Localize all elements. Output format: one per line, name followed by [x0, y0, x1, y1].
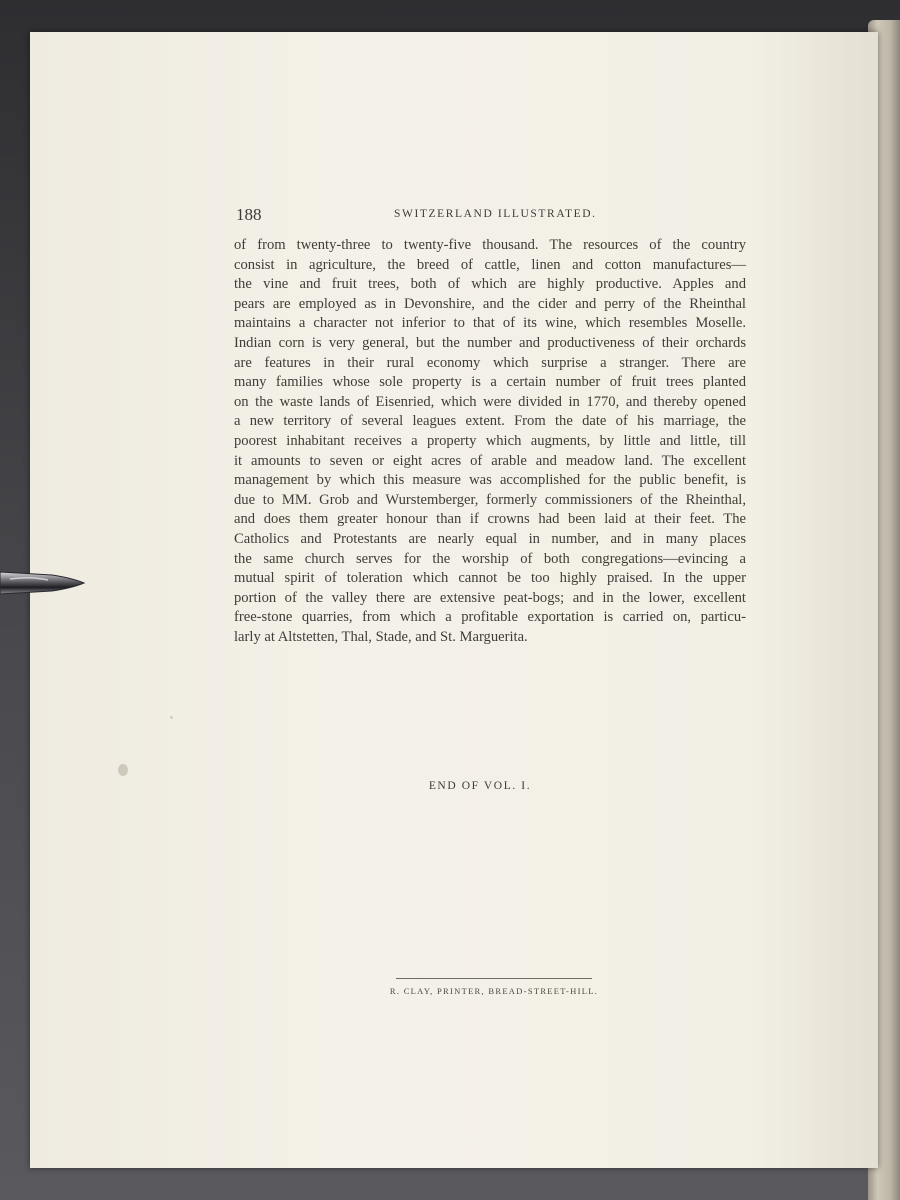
- text-line: free-stone quarries, from which a profitable exportation is carried on, particu-: [234, 609, 746, 626]
- end-of-volume-note: END OF VOL. I.: [428, 780, 532, 792]
- text-line: mutual spirit of toleration which cannot be too highly praised. In the upper: [234, 570, 746, 587]
- text-line: due to MM. Grob and Wurstemberger, formerly commissioners of the Rheinthal,: [234, 491, 746, 508]
- text-line: and does them greater honour than if crowns had been laid at their feet. The: [234, 511, 746, 528]
- text-line: a new territory of several leagues extent. From the date of his marriage, the: [234, 413, 746, 430]
- text-line: many families whose sole property is a certain number of fruit trees planted: [234, 374, 746, 391]
- paper-speck: [118, 764, 128, 776]
- text-line: maintains a character not inferior to that of its wine, which resembles Moselle.: [234, 315, 746, 332]
- page-number: 188: [236, 205, 262, 224]
- text-line: larly at Altstetten, Thal, Stade, and St. Marguerita.: [234, 628, 528, 645]
- text-line: portion of the valley there are extensive peat-bogs; and in the lower, excellent: [234, 589, 746, 606]
- printer-imprint: R. CLAY, PRINTER, BREAD-STREET-HILL.: [389, 986, 599, 996]
- text-line: management by which this measure was accomplished for the public benefit, is: [234, 472, 746, 489]
- text-line: of from twenty-three to twenty-five thousand. The resources of the country: [234, 237, 746, 253]
- running-title: SWITZERLAND ILLUSTRATED.: [394, 208, 597, 220]
- text-line: the same church serves for the worship of both congregations—evincing a: [234, 550, 746, 567]
- printer-rule: [396, 978, 592, 979]
- text-line: Catholics and Protestants are nearly equal in number, and in many places: [234, 530, 746, 547]
- text-line: on the waste lands of Eisenried, which were divided in 1770, and thereby opened: [234, 393, 746, 410]
- text-line: are features in their rural economy which surprise a stranger. There are: [234, 354, 746, 371]
- body-paragraph: [234, 236, 746, 647]
- text-line: poorest inhabitant receives a property which augments, by little and little, till: [234, 432, 746, 449]
- running-head: [232, 205, 752, 227]
- text-line: Indian corn is very general, but the number and productiveness of their orchards: [234, 334, 746, 351]
- text-line: pears are employed as in Devonshire, and the cider and perry of the Rheinthal: [234, 295, 746, 312]
- pen-pointer-icon: [0, 566, 86, 600]
- text-line: consist in agriculture, the breed of cattle, linen and cotton manufactures—: [234, 256, 746, 273]
- text-line: it amounts to seven or eight acres of arable and meadow land. The excellent: [234, 452, 746, 469]
- text-line: the vine and fruit trees, both of which are highly productive. Apples and: [234, 276, 746, 293]
- paper-speck: [170, 716, 173, 719]
